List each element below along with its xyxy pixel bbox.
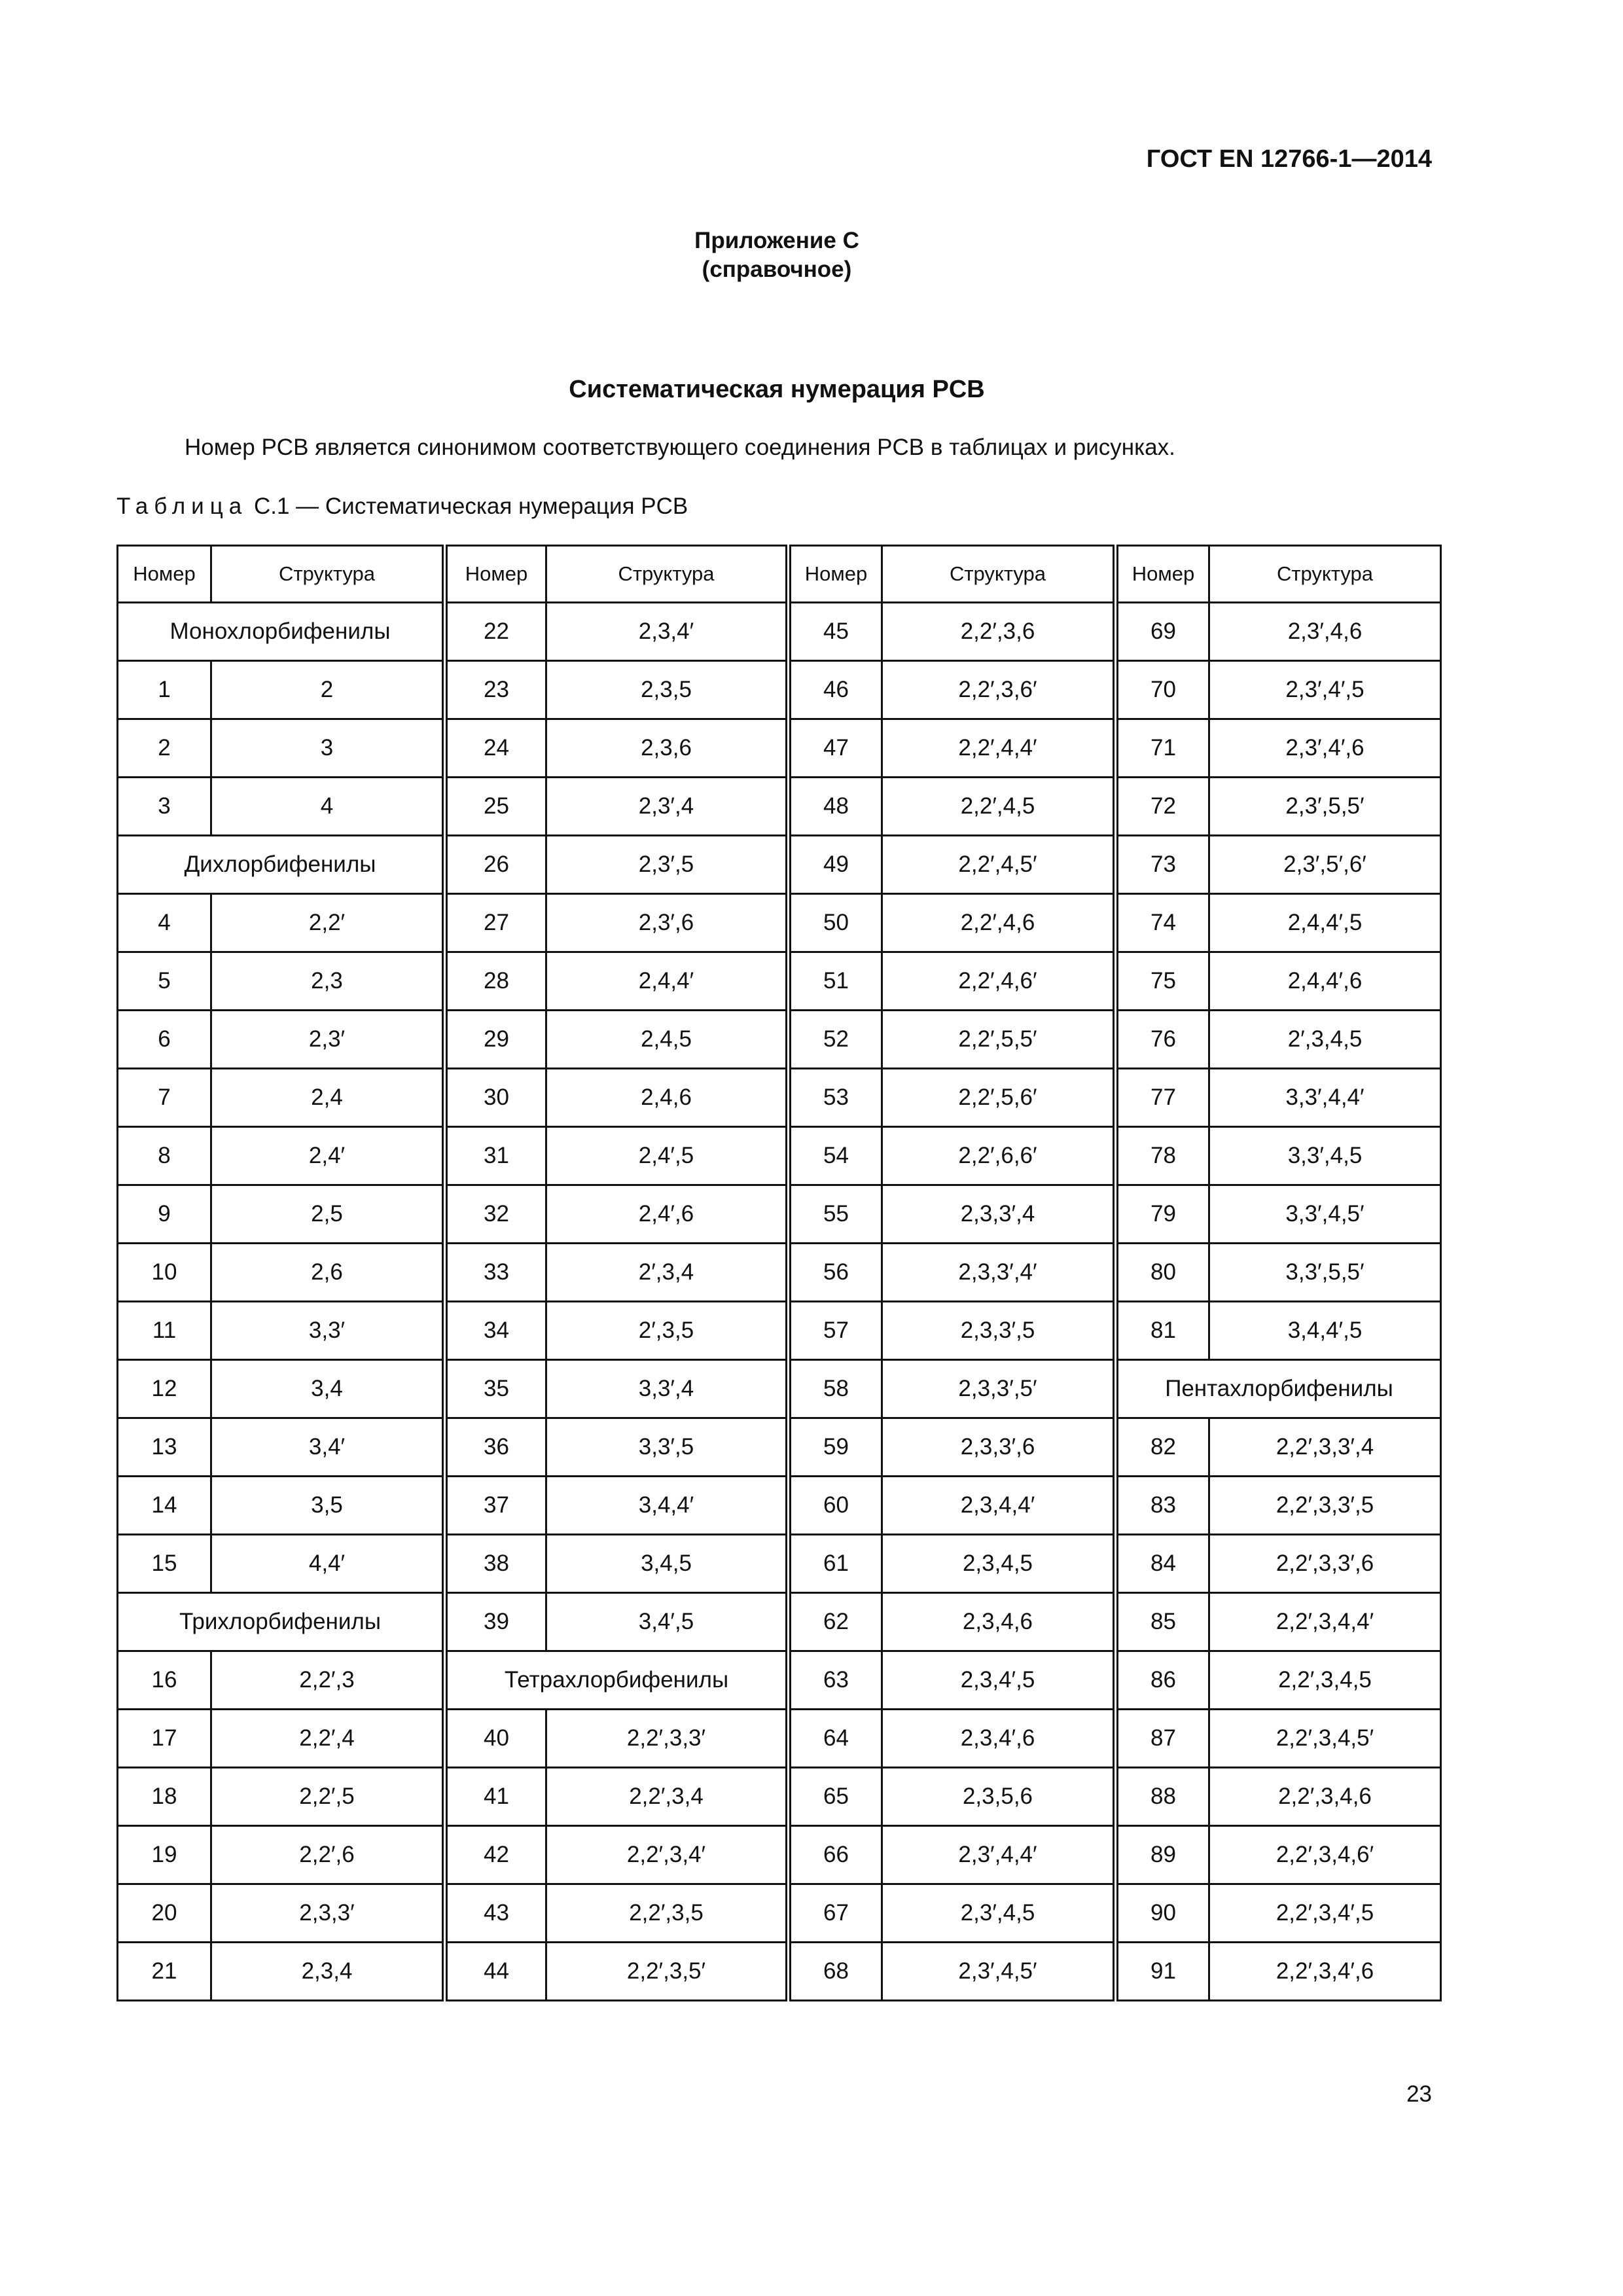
pcb-structure-cell: 2,2′,3,4′,6 xyxy=(1209,1943,1441,2001)
table-row xyxy=(118,1302,1441,1360)
table-row xyxy=(118,1069,1441,1127)
pcb-structure-cell: 2,4′,5 xyxy=(546,1127,789,1185)
pcb-number-cell: 36 xyxy=(445,1418,546,1477)
pcb-structure-cell: 2,3,4′,5 xyxy=(882,1651,1116,1710)
pcb-number-cell: 35 xyxy=(445,1360,546,1418)
pcb-number-cell: 21 xyxy=(118,1943,211,2001)
pcb-number-cell: 91 xyxy=(1116,1943,1209,2001)
header-number-1: Номер xyxy=(118,546,211,603)
pcb-structure-cell: 2,2′,3,3′,5 xyxy=(1209,1477,1441,1535)
pcb-structure-cell: 2,3,4′ xyxy=(546,603,789,661)
pcb-structure-cell: 2,3,4′,6 xyxy=(882,1710,1116,1768)
pcb-structure-cell: 2,3,6 xyxy=(546,719,789,778)
pcb-number-cell: 73 xyxy=(1116,836,1209,894)
pcb-structure-cell: 2,3,3′,5′ xyxy=(882,1360,1116,1418)
pcb-structure-cell: 2,2′,3,6′ xyxy=(882,661,1116,719)
pcb-structure-cell: 2,2′,6,6′ xyxy=(882,1127,1116,1185)
table-row xyxy=(118,661,1441,719)
pcb-structure-cell: 4 xyxy=(211,778,445,836)
pcb-number-cell: 58 xyxy=(789,1360,882,1418)
pcb-number-cell: 67 xyxy=(789,1884,882,1943)
pcb-number-cell: 80 xyxy=(1116,1244,1209,1302)
table-row xyxy=(118,1244,1441,1302)
pcb-structure-cell: 2,3,5,6 xyxy=(882,1768,1116,1826)
pcb-structure-cell: 2,3,3′,5 xyxy=(882,1302,1116,1360)
pcb-number-cell: 45 xyxy=(789,603,882,661)
pcb-structure-cell: 2,3′,4 xyxy=(546,778,789,836)
table-row xyxy=(118,1826,1441,1884)
pcb-structure-cell: 2,3,3′,4 xyxy=(882,1185,1116,1244)
header-structure-3: Структура xyxy=(882,546,1116,603)
pcb-structure-cell: 2′,3,4,5 xyxy=(1209,1011,1441,1069)
header-structure-4: Структура xyxy=(1209,546,1441,603)
group-header-cell: Пентахлорбифенилы xyxy=(1116,1360,1441,1418)
pcb-structure-cell: 2,2′,5 xyxy=(211,1768,445,1826)
pcb-structure-cell: 2,3,4,4′ xyxy=(882,1477,1116,1535)
pcb-structure-cell: 2,3,5 xyxy=(546,661,789,719)
pcb-number-cell: 55 xyxy=(789,1185,882,1244)
table-row xyxy=(118,836,1441,894)
pcb-structure-cell: 2,2′,3 xyxy=(211,1651,445,1710)
pcb-number-cell: 61 xyxy=(789,1535,882,1593)
pcb-number-cell: 70 xyxy=(1116,661,1209,719)
pcb-number-cell: 14 xyxy=(118,1477,211,1535)
pcb-structure-cell: 2,3,3′ xyxy=(211,1884,445,1943)
pcb-structure-cell: 3,3′,4,4′ xyxy=(1209,1069,1441,1127)
pcb-number-cell: 7 xyxy=(118,1069,211,1127)
pcb-number-cell: 66 xyxy=(789,1826,882,1884)
pcb-number-cell: 13 xyxy=(118,1418,211,1477)
pcb-structure-cell: 2,2′,3,4,6 xyxy=(1209,1768,1441,1826)
pcb-structure-cell: 2,3,3′,4′ xyxy=(882,1244,1116,1302)
pcb-number-cell: 8 xyxy=(118,1127,211,1185)
pcb-number-cell: 41 xyxy=(445,1768,546,1826)
pcb-number-cell: 33 xyxy=(445,1244,546,1302)
pcb-number-cell: 48 xyxy=(789,778,882,836)
pcb-number-cell: 50 xyxy=(789,894,882,952)
pcb-number-cell: 18 xyxy=(118,1768,211,1826)
pcb-number-cell: 19 xyxy=(118,1826,211,1884)
pcb-number-cell: 39 xyxy=(445,1593,546,1651)
pcb-structure-cell: 2,2′,4,6′ xyxy=(882,952,1116,1011)
table-row xyxy=(118,1477,1441,1535)
pcb-structure-cell: 2,3′,4,5 xyxy=(882,1884,1116,1943)
pcb-structure-cell: 2,3,3′,6 xyxy=(882,1418,1116,1477)
pcb-number-cell: 60 xyxy=(789,1477,882,1535)
pcb-number-cell: 6 xyxy=(118,1011,211,1069)
pcb-structure-cell: 3 xyxy=(211,719,445,778)
pcb-structure-cell: 2,2′,4,5′ xyxy=(882,836,1116,894)
pcb-number-cell: 1 xyxy=(118,661,211,719)
pcb-structure-cell: 2,2′,3,6 xyxy=(882,603,1116,661)
group-header-cell: Дихлорбифенилы xyxy=(118,836,445,894)
page-number: 23 xyxy=(1406,2081,1432,2107)
pcb-number-cell: 76 xyxy=(1116,1011,1209,1069)
group-header-cell: Тетрахлорбифенилы xyxy=(445,1651,789,1710)
pcb-number-cell: 2 xyxy=(118,719,211,778)
pcb-structure-cell: 2,3′,6 xyxy=(546,894,789,952)
pcb-structure-cell: 2,3′ xyxy=(211,1011,445,1069)
pcb-number-cell: 34 xyxy=(445,1302,546,1360)
table-row xyxy=(118,952,1441,1011)
pcb-structure-cell: 3,4,5 xyxy=(546,1535,789,1593)
pcb-number-cell: 64 xyxy=(789,1710,882,1768)
pcb-number-cell: 29 xyxy=(445,1011,546,1069)
pcb-number-cell: 74 xyxy=(1116,894,1209,952)
pcb-structure-cell: 3,3′,5 xyxy=(546,1418,789,1477)
pcb-structure-cell: 2,2′,3,5 xyxy=(546,1884,789,1943)
header-number-2: Номер xyxy=(445,546,546,603)
pcb-number-cell: 12 xyxy=(118,1360,211,1418)
pcb-number-cell: 62 xyxy=(789,1593,882,1651)
table-row xyxy=(118,1710,1441,1768)
section-title: Систематическая нумерация PCB xyxy=(569,376,985,403)
pcb-number-cell: 54 xyxy=(789,1127,882,1185)
pcb-number-cell: 22 xyxy=(445,603,546,661)
table-row xyxy=(118,1127,1441,1185)
appendix-heading xyxy=(0,226,1554,284)
pcb-structure-cell: 3,4,4′,5 xyxy=(1209,1302,1441,1360)
pcb-number-cell: 81 xyxy=(1116,1302,1209,1360)
pcb-structure-cell: 2′,3,5 xyxy=(546,1302,789,1360)
table-row xyxy=(118,1884,1441,1943)
pcb-number-cell: 78 xyxy=(1116,1127,1209,1185)
pcb-number-cell: 68 xyxy=(789,1943,882,2001)
pcb-structure-cell: 2,2′,3,4′ xyxy=(546,1826,789,1884)
pcb-structure-cell: 2,2′,3,4,4′ xyxy=(1209,1593,1441,1651)
pcb-structure-cell: 2,2′,3,3′,4 xyxy=(1209,1418,1441,1477)
pcb-structure-cell: 2′,3,4 xyxy=(546,1244,789,1302)
pcb-number-cell: 24 xyxy=(445,719,546,778)
pcb-number-cell: 57 xyxy=(789,1302,882,1360)
pcb-numbering-table xyxy=(116,545,1442,2001)
pcb-structure-cell: 3,3′ xyxy=(211,1302,445,1360)
pcb-structure-cell: 2,2′,3,4 xyxy=(546,1768,789,1826)
pcb-structure-cell: 2,2′,3,3′,6 xyxy=(1209,1535,1441,1593)
pcb-structure-cell: 2,4,6 xyxy=(546,1069,789,1127)
table-row xyxy=(118,1011,1441,1069)
pcb-number-cell: 4 xyxy=(118,894,211,952)
pcb-number-cell: 88 xyxy=(1116,1768,1209,1826)
pcb-number-cell: 89 xyxy=(1116,1826,1209,1884)
pcb-structure-cell: 3,5 xyxy=(211,1477,445,1535)
pcb-structure-cell: 2,6 xyxy=(211,1244,445,1302)
table-row xyxy=(118,1943,1441,2001)
pcb-number-cell: 69 xyxy=(1116,603,1209,661)
pcb-number-cell: 25 xyxy=(445,778,546,836)
pcb-number-cell: 30 xyxy=(445,1069,546,1127)
pcb-number-cell: 11 xyxy=(118,1302,211,1360)
pcb-number-cell: 5 xyxy=(118,952,211,1011)
pcb-number-cell: 75 xyxy=(1116,952,1209,1011)
pcb-number-cell: 27 xyxy=(445,894,546,952)
header-number-3: Номер xyxy=(789,546,882,603)
table-row xyxy=(118,1535,1441,1593)
pcb-structure-cell: 2,3′,5,5′ xyxy=(1209,778,1441,836)
pcb-number-cell: 77 xyxy=(1116,1069,1209,1127)
pcb-number-cell: 82 xyxy=(1116,1418,1209,1477)
pcb-structure-cell: 2,3′,4,6 xyxy=(1209,603,1441,661)
pcb-number-cell: 79 xyxy=(1116,1185,1209,1244)
pcb-structure-cell: 2,2′,6 xyxy=(211,1826,445,1884)
pcb-number-cell: 46 xyxy=(789,661,882,719)
pcb-number-cell: 84 xyxy=(1116,1535,1209,1593)
pcb-number-cell: 10 xyxy=(118,1244,211,1302)
intro-paragraph: Номер PCB является синонимом соответствующего соединения PCB в таблицах и рисунках. xyxy=(185,435,1175,460)
table-row xyxy=(118,1185,1441,1244)
pcb-structure-cell: 2 xyxy=(211,661,445,719)
pcb-number-cell: 86 xyxy=(1116,1651,1209,1710)
pcb-structure-cell: 2,3,4,5 xyxy=(882,1535,1116,1593)
pcb-number-cell: 38 xyxy=(445,1535,546,1593)
pcb-structure-cell: 3,4 xyxy=(211,1360,445,1418)
pcb-structure-cell: 2,4 xyxy=(211,1069,445,1127)
pcb-number-cell: 37 xyxy=(445,1477,546,1535)
group-header-cell: Монохлорбифенилы xyxy=(118,603,445,661)
pcb-number-cell: 40 xyxy=(445,1710,546,1768)
pcb-structure-cell: 3,3′,4,5′ xyxy=(1209,1185,1441,1244)
pcb-structure-cell: 2,2′,3,4,5′ xyxy=(1209,1710,1441,1768)
pcb-structure-cell: 2,2′,4 xyxy=(211,1710,445,1768)
standard-designation: ГОСТ EN 12766-1—2014 xyxy=(1146,145,1432,173)
pcb-number-cell: 87 xyxy=(1116,1710,1209,1768)
pcb-structure-cell: 2,2′,5,6′ xyxy=(882,1069,1116,1127)
pcb-structure-cell: 2,3 xyxy=(211,952,445,1011)
pcb-structure-cell: 2,3,4,6 xyxy=(882,1593,1116,1651)
pcb-structure-cell: 2,2′ xyxy=(211,894,445,952)
pcb-number-cell: 90 xyxy=(1116,1884,1209,1943)
pcb-structure-cell: 2,4′,6 xyxy=(546,1185,789,1244)
pcb-structure-cell: 2,3′,5 xyxy=(546,836,789,894)
header-structure-1: Структура xyxy=(211,546,445,603)
pcb-number-cell: 59 xyxy=(789,1418,882,1477)
table-body xyxy=(118,603,1441,2001)
pcb-structure-cell: 2,2′,3,5′ xyxy=(546,1943,789,2001)
pcb-structure-cell: 3,3′,4,5 xyxy=(1209,1127,1441,1185)
pcb-structure-cell: 3,3′,5,5′ xyxy=(1209,1244,1441,1302)
pcb-structure-cell: 4,4′ xyxy=(211,1535,445,1593)
header-structure-2: Структура xyxy=(546,546,789,603)
pcb-number-cell: 3 xyxy=(118,778,211,836)
table-caption-prefix: Таблица xyxy=(116,493,248,519)
pcb-structure-cell: 2,2′,4,4′ xyxy=(882,719,1116,778)
pcb-structure-cell: 2,2′,3,4,5 xyxy=(1209,1651,1441,1710)
pcb-number-cell: 71 xyxy=(1116,719,1209,778)
pcb-number-cell: 9 xyxy=(118,1185,211,1244)
pcb-structure-cell: 2,4,4′,5 xyxy=(1209,894,1441,952)
table-row xyxy=(118,603,1441,661)
pcb-structure-cell: 2,3′,4,4′ xyxy=(882,1826,1116,1884)
pcb-structure-cell: 3,3′,4 xyxy=(546,1360,789,1418)
pcb-structure-cell: 3,4′,5 xyxy=(546,1593,789,1651)
pcb-structure-cell: 2,2′,3,4,6′ xyxy=(1209,1826,1441,1884)
pcb-structure-cell: 2,2′,4,5 xyxy=(882,778,1116,836)
pcb-number-cell: 42 xyxy=(445,1826,546,1884)
table-row xyxy=(118,1418,1441,1477)
pcb-number-cell: 65 xyxy=(789,1768,882,1826)
table-caption xyxy=(116,493,688,520)
table-row xyxy=(118,778,1441,836)
pcb-structure-cell: 2,3′,4′,5 xyxy=(1209,661,1441,719)
pcb-structure-cell: 3,4,4′ xyxy=(546,1477,789,1535)
pcb-structure-cell: 2,2′,5,5′ xyxy=(882,1011,1116,1069)
pcb-structure-cell: 2,3′,4,5′ xyxy=(882,1943,1116,2001)
table-row xyxy=(118,1360,1441,1418)
pcb-structure-cell: 2,2′,3,4′,5 xyxy=(1209,1884,1441,1943)
pcb-structure-cell: 2,5 xyxy=(211,1185,445,1244)
group-header-cell: Трихлорбифенилы xyxy=(118,1593,445,1651)
pcb-structure-cell: 2,4′ xyxy=(211,1127,445,1185)
pcb-number-cell: 63 xyxy=(789,1651,882,1710)
pcb-structure-cell: 2,2′,4,6 xyxy=(882,894,1116,952)
pcb-number-cell: 47 xyxy=(789,719,882,778)
table-row xyxy=(118,719,1441,778)
pcb-structure-cell: 3,4′ xyxy=(211,1418,445,1477)
pcb-number-cell: 43 xyxy=(445,1884,546,1943)
appendix-label: Приложение С xyxy=(694,228,859,253)
table-row xyxy=(118,1593,1441,1651)
header-number-4: Номер xyxy=(1116,546,1209,603)
pcb-structure-cell: 2,2′,3,3′ xyxy=(546,1710,789,1768)
pcb-number-cell: 20 xyxy=(118,1884,211,1943)
pcb-structure-cell: 2,4,4′,6 xyxy=(1209,952,1441,1011)
pcb-number-cell: 23 xyxy=(445,661,546,719)
pcb-number-cell: 31 xyxy=(445,1127,546,1185)
pcb-structure-cell: 2,3,4 xyxy=(211,1943,445,2001)
pcb-structure-cell: 2,3′,4′,6 xyxy=(1209,719,1441,778)
pcb-number-cell: 52 xyxy=(789,1011,882,1069)
pcb-number-cell: 44 xyxy=(445,1943,546,2001)
pcb-structure-cell: 2,4,5 xyxy=(546,1011,789,1069)
pcb-number-cell: 28 xyxy=(445,952,546,1011)
pcb-number-cell: 15 xyxy=(118,1535,211,1593)
pcb-number-cell: 72 xyxy=(1116,778,1209,836)
pcb-number-cell: 32 xyxy=(445,1185,546,1244)
pcb-number-cell: 17 xyxy=(118,1710,211,1768)
table-row xyxy=(118,1768,1441,1826)
pcb-number-cell: 49 xyxy=(789,836,882,894)
table-row xyxy=(118,894,1441,952)
pcb-number-cell: 56 xyxy=(789,1244,882,1302)
appendix-note: (справочное) xyxy=(702,257,852,282)
table-header-row xyxy=(118,546,1441,603)
pcb-number-cell: 83 xyxy=(1116,1477,1209,1535)
pcb-number-cell: 51 xyxy=(789,952,882,1011)
pcb-number-cell: 26 xyxy=(445,836,546,894)
pcb-number-cell: 85 xyxy=(1116,1593,1209,1651)
pcb-structure-cell: 2,3′,5′,6′ xyxy=(1209,836,1441,894)
pcb-number-cell: 53 xyxy=(789,1069,882,1127)
table-caption-text: С.1 — Систематическая нумерация PCB xyxy=(253,493,688,519)
table-row xyxy=(118,1651,1441,1710)
pcb-number-cell: 16 xyxy=(118,1651,211,1710)
pcb-structure-cell: 2,4,4′ xyxy=(546,952,789,1011)
